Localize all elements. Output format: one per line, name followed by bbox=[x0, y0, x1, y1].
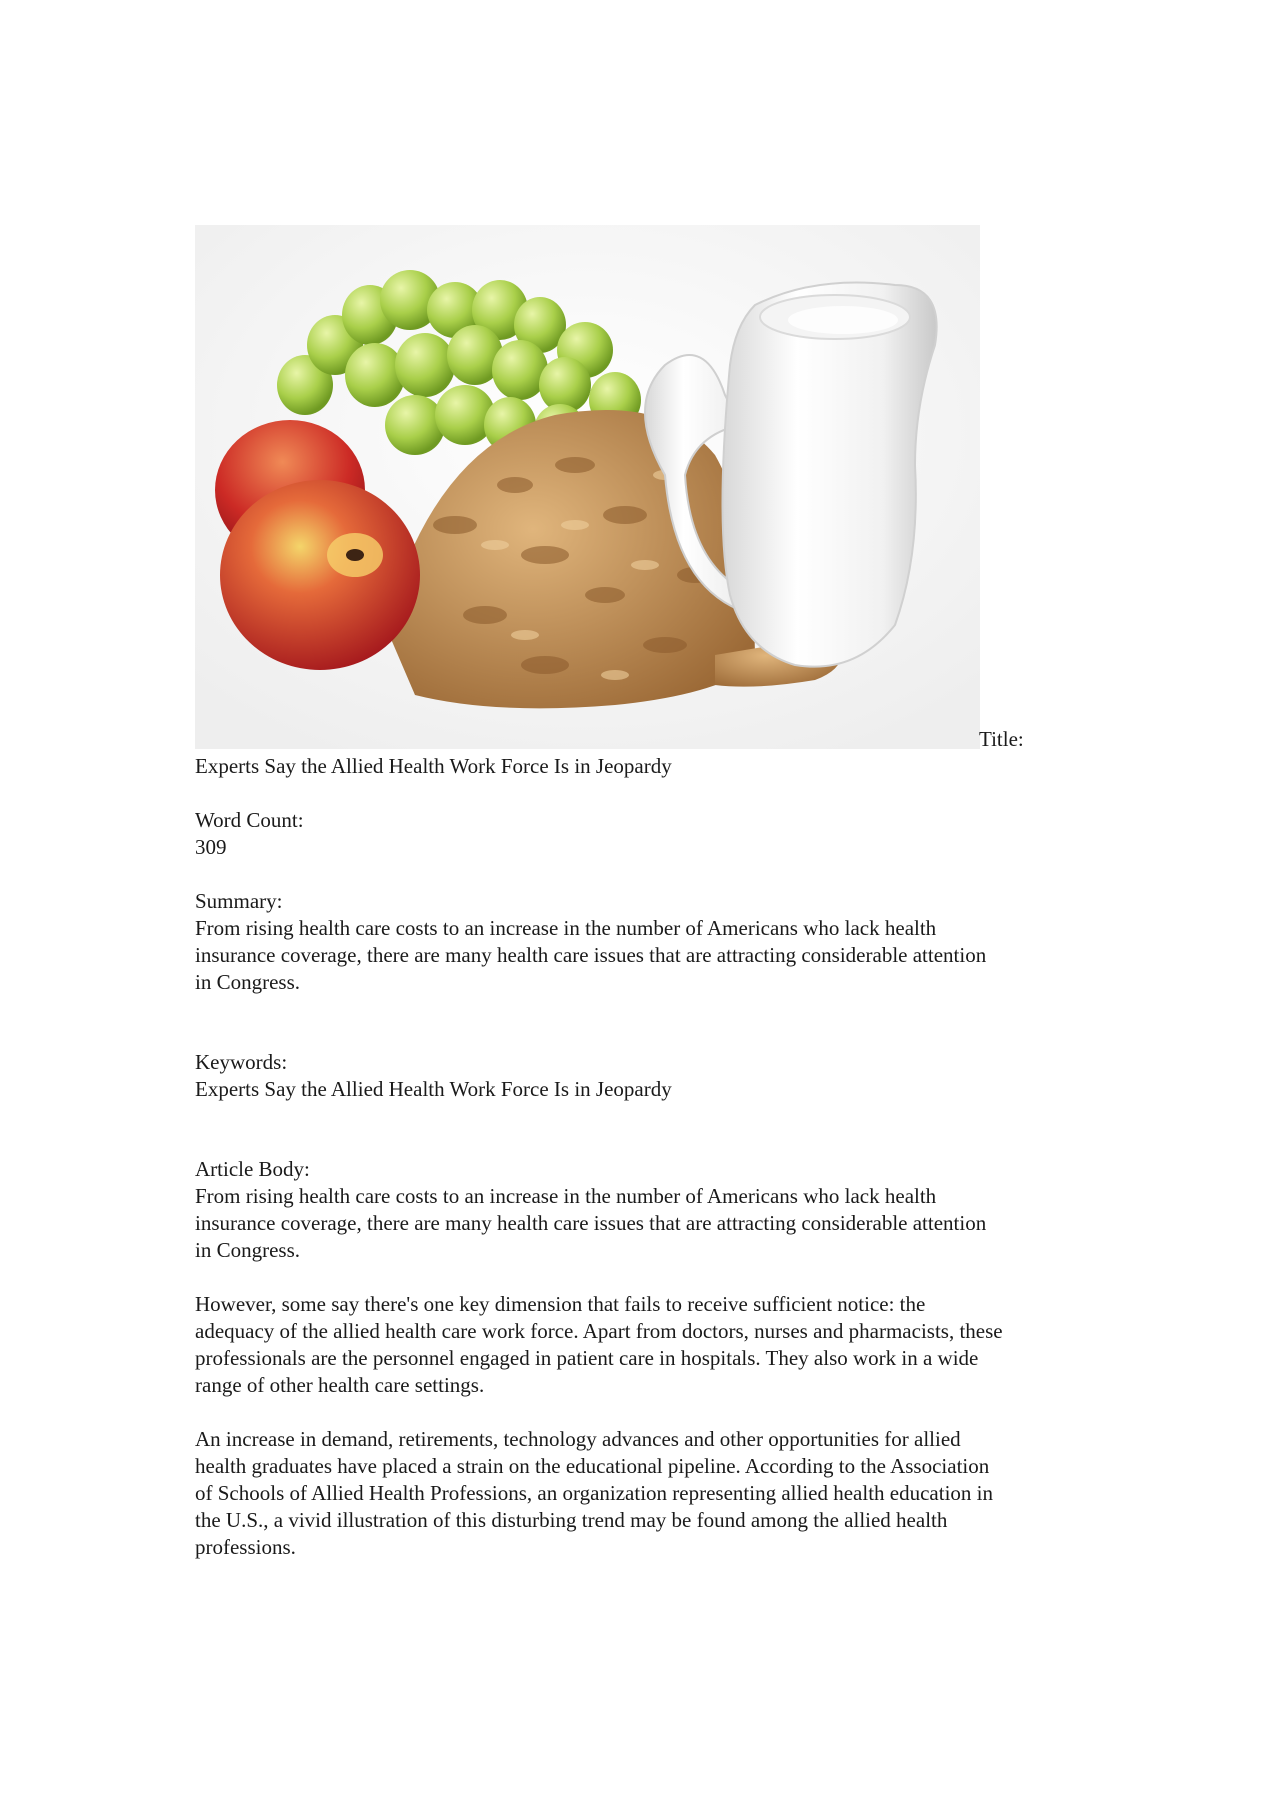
summary-label: Summary: bbox=[195, 889, 283, 913]
food-photo-illustration bbox=[195, 225, 980, 749]
article-paragraph: However, some say there's one key dimension that fails to receive sufficient notice: the adequacy of the allied health care work force. Apart from doctors, nurses and pharmacists, these professionals are the personnel engaged in patient care in hospitals. They also work in a wide range of other health care settings. bbox=[195, 1292, 1003, 1397]
word-count-label: Word Count: bbox=[195, 808, 304, 832]
word-count-value: 309 bbox=[195, 835, 227, 859]
food-photo bbox=[195, 225, 980, 749]
article-body-label: Article Body: bbox=[195, 1157, 310, 1181]
document-title: Experts Say the Allied Health Work Force Is in Jeopardy bbox=[195, 754, 672, 778]
keywords-text: Experts Say the Allied Health Work Force Is in Jeopardy bbox=[195, 1077, 672, 1101]
keywords-label: Keywords: bbox=[195, 1050, 288, 1074]
summary-text: From rising health care costs to an increase in the number of Americans who lack health insurance coverage, there are many health care issues that are attracting considerable attention in Congress. bbox=[195, 916, 987, 994]
title-label: Title: bbox=[979, 727, 1024, 751]
article-paragraph: From rising health care costs to an increase in the number of Americans who lack health insurance coverage, there are many health care issues that are attracting considerable attention in Congress. bbox=[195, 1184, 987, 1262]
article-paragraph: An increase in demand, retirements, technology advances and other opportunities for allied health graduates have placed a strain on the educational pipeline. According to the Association of Schools of Allied Health Professions, an organization representing allied health education in the U.S., a vivid illustration of this disturbing trend may be found among the allied health professions. bbox=[195, 1427, 993, 1559]
